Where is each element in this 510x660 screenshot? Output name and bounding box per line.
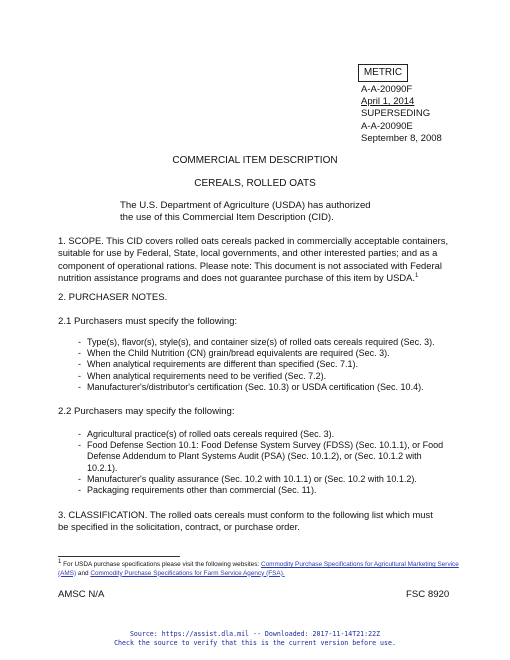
scope-line: component of operational rations. Please note: This document is not associated with Federal [58, 259, 442, 271]
doc-number: A-A-20090F [361, 84, 413, 95]
list-item: - Packaging requirements other than commercial (Sec. 11). [78, 485, 317, 496]
classification-line: be specified in the solicitation, contract, or purchase order. [58, 521, 300, 533]
amsc-code: AMSC N/A [58, 589, 105, 600]
source-stamp-line: Source: https://assist.dla.mil -- Downloaded: 2017-11-14T21:22Z [129, 630, 381, 638]
footnote-reference: 1 [414, 272, 419, 279]
list-item: - Food Defense Section 10.1: Food Defense System Survey (FDSS) (Sec. 10.1.1), or Food Defense Addendum to Plant Systems Audit (PSA) (Sec. 10.1.2), or (Sec. 10.1.2 with 10.2.1). [78, 440, 444, 473]
ams-specifications-link[interactable]: Commodity Purchase Specifications for Agricultural Marketing Service [260, 561, 459, 568]
footnote-text: For USDA purchase specifications please visit the following websites: [61, 561, 261, 568]
footnote-text: and [76, 569, 91, 577]
fsa-specifications-link[interactable]: Commodity Purchase Specifications for Farm Service Agency (FSA). [90, 569, 285, 577]
footnote-divider [58, 556, 180, 557]
document-subtitle: CEREALS, ROLLED OATS [194, 178, 316, 189]
metric-label: METRIC [358, 64, 408, 82]
must-specify-list [78, 337, 435, 393]
scope-line: nutrition assistance programs and does not guarantee purchase of this item by USDA. [58, 271, 415, 283]
scope-line: 1. SCOPE. This CID covers rolled oats cereals packed in commercially acceptable containers, [58, 235, 449, 246]
classification-line: 3. CLASSIFICATION. The rolled oats cereals must conform to the following list which must [58, 509, 433, 520]
footnote [58, 558, 459, 578]
list-item: - Agricultural practice(s) of rolled oats cereals required (Sec. 3). [78, 429, 335, 439]
list-item: - Manufacturer's/distributor's certification (Sec. 10.3) or USDA certification (Sec. 10.4). [78, 381, 424, 392]
list-item: - Type(s), flavor(s), style(s), and container size(s) of rolled oats cereals required (Sec. 3). [78, 337, 435, 347]
authorization-line: the use of this Commercial Item Description (CID). [120, 212, 334, 223]
superseded-number: A-A-20090E [361, 120, 413, 132]
superseding-label: SUPERSEDING [361, 108, 431, 120]
scope-section [58, 235, 448, 284]
document-identification [361, 84, 442, 145]
footnote-marker: 1 [58, 558, 62, 565]
classification-section [58, 509, 433, 534]
must-specify-heading: 2.1 Purchasers must specify the following: [58, 316, 238, 327]
authorization-statement [120, 200, 371, 224]
document-title: COMMERCIAL ITEM DESCRIPTION [172, 155, 338, 166]
purchaser-notes-heading: 2. PURCHASER NOTES. [58, 292, 168, 303]
may-specify-heading: 2.2 Purchasers may specify the following: [58, 406, 235, 417]
source-stamp-line: Check the source to verify that this is the current version before use. [114, 639, 396, 647]
list-item: - When analytical requirements need to be verified (Sec. 7.2). [78, 370, 327, 381]
doc-date: April 1, 2014 [361, 96, 415, 108]
list-item: - When analytical requirements are different than specified (Sec. 7.1). [78, 359, 358, 370]
scope-line: suitable for use by Federal, State, local governments, and other interested parties; and as a [58, 247, 438, 259]
superseded-date: September 8, 2008 [361, 132, 442, 144]
authorization-line: The U.S. Department of Agriculture (USDA) has authorized [120, 200, 371, 211]
fsc-code: FSC 8920 [406, 589, 450, 600]
ams-specifications-link-cont[interactable]: (AMS) [58, 569, 77, 577]
list-item: - When the Child Nutrition (CN) grain/bread equivalents are required (Sec. 3). [78, 348, 390, 359]
list-item: - Manufacturer's quality assurance (Sec. 10.2 with 10.1.1) or (Sec. 10.2 with 10.1.2). [78, 473, 417, 484]
may-specify-list [78, 429, 443, 496]
